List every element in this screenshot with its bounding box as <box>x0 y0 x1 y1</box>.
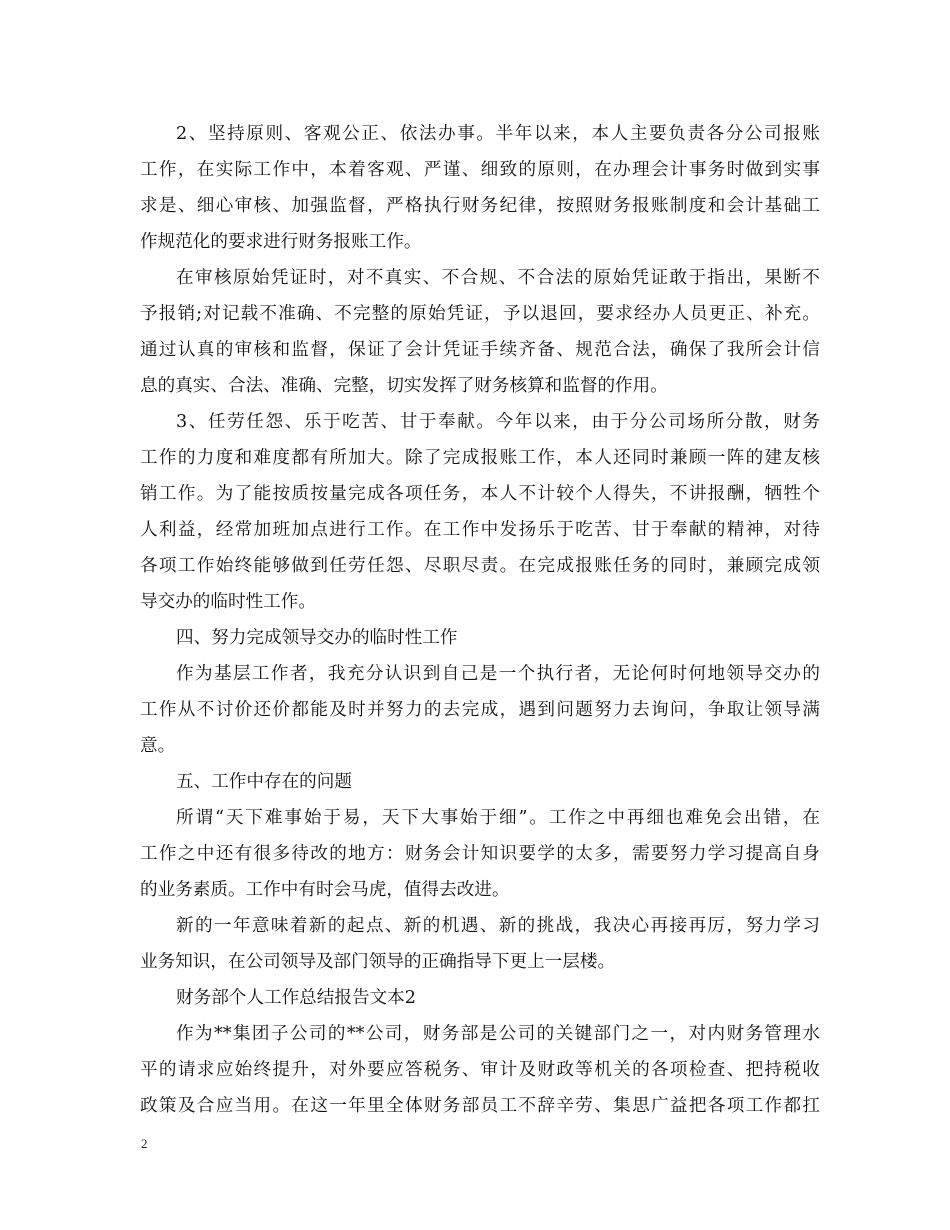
text-line: 所谓“天下难事始于易，天下大事始于细”。工作之中再细也难免会出错，在 <box>176 808 820 828</box>
text-line: 新的一年意味着新的起点、新的机遇、新的挑战，我决心再接再厉，努力学习 <box>176 916 820 936</box>
text-line: 各项工作始终能够做到任劳任怨、尽职尽责。在完成报账任务的同时，兼顾完成领 <box>140 556 820 576</box>
text-line: 导交办的临时性工作。 <box>140 592 316 612</box>
text-line: 的业务素质。工作中有时会马虎，值得去改进。 <box>140 880 510 900</box>
text-line: 财务部个人工作总结报告文本2 <box>176 988 416 1008</box>
text-line: 平的请求应始终提升，对外要应答税务、审计及财政等机关的各项检查、把持税收 <box>140 1060 820 1080</box>
text-line: 意。 <box>140 736 176 756</box>
text-line: 五、工作中存在的问题 <box>176 772 352 792</box>
text-line: 作规范化的要求进行财务报账工作。 <box>140 232 422 252</box>
text-line: 工作的力度和难度都有所加大。除了完成报账工作，本人还同时兼顾一阵的建友核 <box>140 448 820 468</box>
text-line: 予报销;对记载不准确、不完整的原始凭证，予以退回，要求经办人员更正、补充。 <box>140 304 820 324</box>
text-line: 四、努力完成领导交办的临时性工作 <box>176 628 458 648</box>
text-line: 作为基层工作者，我充分认识到自己是一个执行者，无论何时何地领导交办的 <box>176 664 820 684</box>
text-line: 3、任劳任怨、乐于吃苦、甘于奉献。今年以来，由于分公司场所分散，财务 <box>176 412 820 432</box>
text-line: 在审核原始凭证时，对不真实、不合规、不合法的原始凭证敢于指出，果断不 <box>176 268 820 288</box>
text-line: 求是、细心审核、加强监督，严格执行财务纪律，按照财务报账制度和会计基础工 <box>140 196 820 216</box>
text-line: 工作，在实际工作中，本着客观、严谨、细致的原则，在办理会计事务时做到实事 <box>140 160 820 180</box>
text-line: 政策及合应当用。在这一年里全体财务部员工不辞辛劳、集思广益把各项工作都扛 <box>140 1096 820 1116</box>
text-line: 2、坚持原则、客观公正、依法办事。半年以来，本人主要负责各分公司报账 <box>176 124 820 144</box>
text-line: 工作从不讨价还价都能及时并努力的去完成，遇到问题努力去询问，争取让领导满 <box>140 700 820 720</box>
text-line: 业务知识，在公司领导及部门领导的正确指导下更上一层楼。 <box>140 952 616 972</box>
text-line: 销工作。为了能按质按量完成各项任务，本人不计较个人得失，不讲报酬，牺牲个 <box>140 484 820 504</box>
text-line: 息的真实、合法、准确、完整，切实发挥了财务核算和监督的作用。 <box>140 376 668 396</box>
text-line: 作为**集团子公司的**公司，财务部是公司的关键部门之一，对内财务管理水 <box>176 1024 820 1044</box>
text-line: 人利益，经常加班加点进行工作。在工作中发扬乐于吃苦、甘于奉献的精神，对待 <box>140 520 820 540</box>
text-line: 通过认真的审核和监督，保证了会计凭证手续齐备、规范合法，确保了我所会计信 <box>140 340 820 360</box>
page-number: 2 <box>141 1136 148 1151</box>
document-body <box>140 116 820 1124</box>
text-line: 工作之中还有很多待改的地方：财务会计知识要学的太多，需要努力学习提高自身 <box>140 844 820 864</box>
